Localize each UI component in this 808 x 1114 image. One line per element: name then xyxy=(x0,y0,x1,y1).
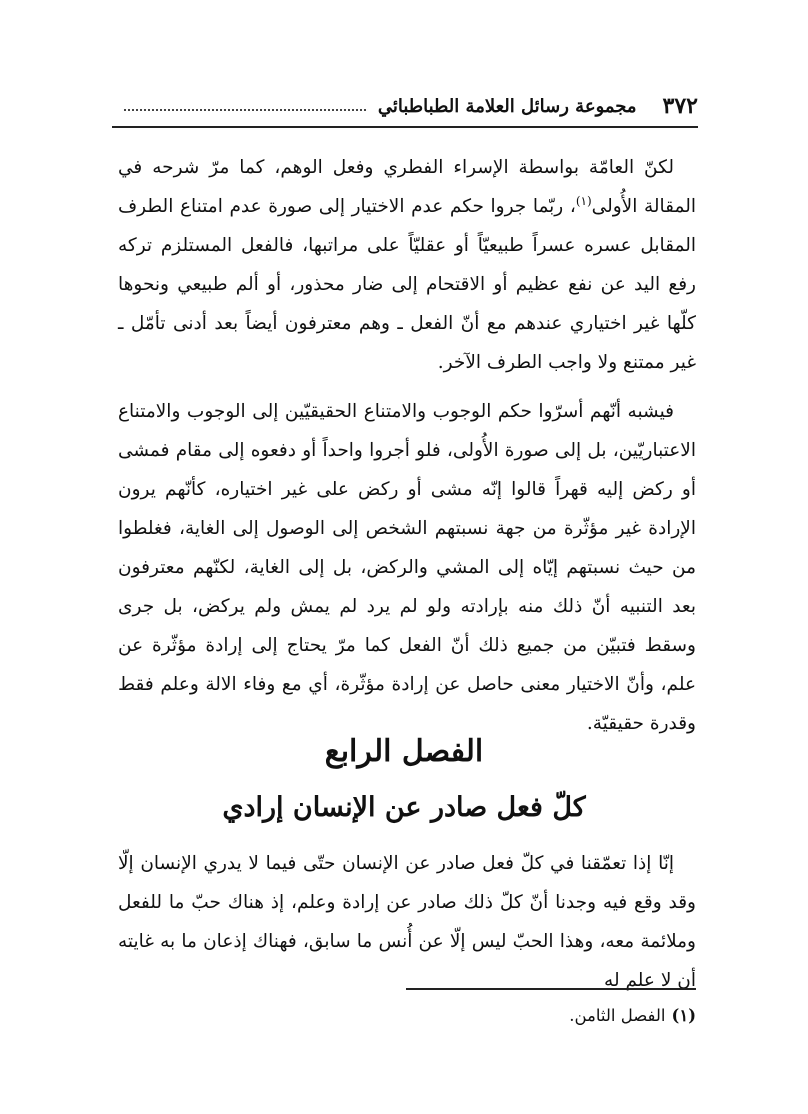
paragraph-1-text-a: لكنّ العامّة بواسطة الإسراء الفطري وفعل الوهم، كما مرّ شرحه في المقالة الأُولى xyxy=(118,157,696,217)
chapter-text xyxy=(118,844,696,1010)
paragraph-3: إنّا إذا تعمّقنا في كلّ فعل صادر عن الإنسان حتّى فيما لا يدري الإنسان إلّا وقد وقع فيه وجدنا أنّ كلّ ذلك صادر عن إرادة وعلم، إذ هناك حبّ ما للفعل وملائمة معه، وهذا الحبّ ليس إلّا عن أُنس ما سابق، فهناك إذعان ما به غايته أن لا علم له xyxy=(118,853,696,991)
chapter-heading xyxy=(0,728,808,832)
paragraph-1 xyxy=(118,148,696,382)
footnote-number: (١) xyxy=(671,1006,696,1025)
footnote xyxy=(569,1006,696,1025)
footnote-divider xyxy=(406,988,696,990)
page-number: ٣٧٢ xyxy=(662,93,698,119)
footnote-reference: (١) xyxy=(575,193,592,208)
chapter-title: الفصل الرابع xyxy=(324,734,484,769)
header-dot-leader xyxy=(124,109,366,111)
paragraph-2: فيشبه أنّهم أسرّوا حكم الوجوب والامتناع الحقيقيّين إلى الوجوب والامتناع الاعتباريّين، بل إلى صورة الأُولى، فلو أجروا واحداً أو دفعوه إلى مقام فمشى أو ركض إليه قهراً قالوا إنّه مشى أو ركض على غير اختياره، كأنّهم يرون الإرادة غير مؤثّرة من جهة نسبتهم الشخص إلى الوصول إلى الغاية، فغلطوا من حيث نسبتهم إيّاه إلى المشي والركض، بل إلى الغاية، لكنّهم معترفون بعد التنبيه أنّ ذلك منه بإرادته ولو لم يرد لم يمش ولم يركض، بل جرى وسقط فتبيّن من جميع ذلك أنّ الفعل كما مرّ يحتاج إلى إرادة مؤثّرة عن علم، وأنّ الاختيار معنى حاصل عن إرادة مؤثّرة، أي مع وفاء الالة وعلم فقط وقدرة حقيقيّة. xyxy=(118,401,696,734)
footnote-text: الفصل الثامن. xyxy=(569,1006,666,1025)
paragraph-1-text-b: ، ربّما جروا حكم عدم الاختيار إلى صورة عدم امتناع الطرف المقابل عسره عسراً طبيعيّاً أو عقليّاً على مراتبها، فالفعل المستلزم تركه رفع اليد عن نفع عظيم أو الاقتحام إلى ضار محذور، أو ألم طبيعي ونحوها كلّها غير اختياري عندهم مع أنّ الفعل ـ وهم معترفون أيضاً بعد أدنى تأمّل ـ غير ممتنع ولا واجب الطرف الآخر. xyxy=(118,196,696,373)
main-text xyxy=(118,148,696,753)
page-header xyxy=(112,86,698,128)
running-title: مجموعة رسائل العلامة الطباطبائي xyxy=(377,95,637,117)
chapter-subtitle: كلّ فعل صادر عن الإنسان إرادي xyxy=(222,792,586,823)
